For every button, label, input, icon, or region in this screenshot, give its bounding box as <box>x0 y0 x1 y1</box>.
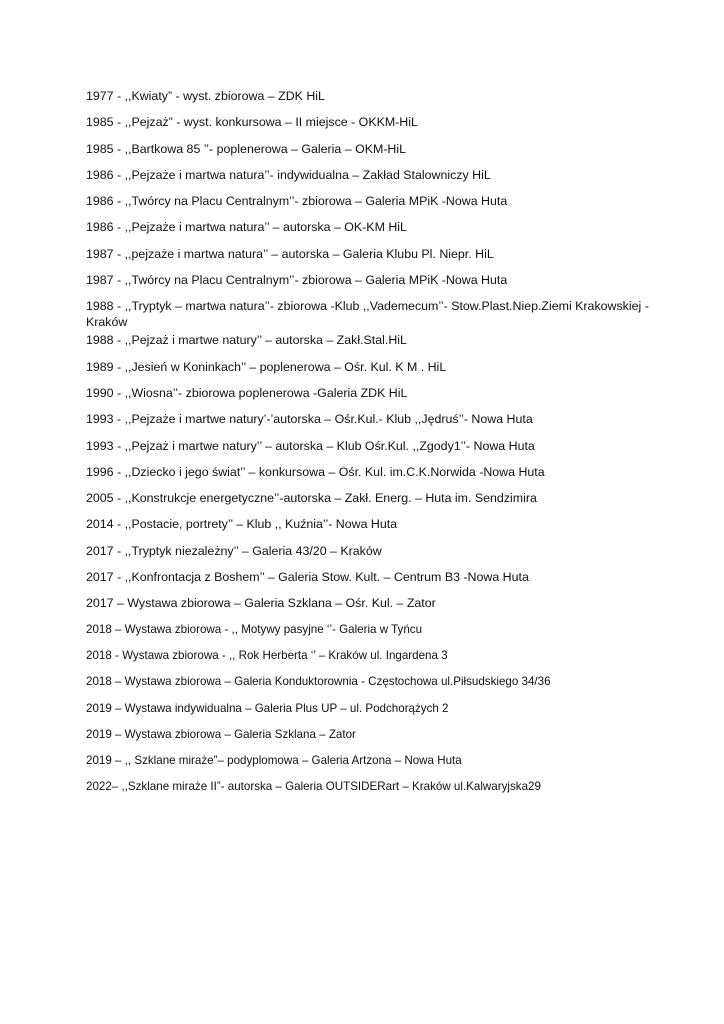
list-item: 2019 – Wystawa zbiorowa – Galeria Szklana – Zator <box>86 727 356 741</box>
list-item: 1993 - ,,Pejzaż i martwe natury’’ – autorska – Klub Ośr.Kul. ,,Zgody1’’- Nowa Huta <box>86 438 535 453</box>
list-item: 2018 – Wystawa zbiorowa – Galeria Konduktorownia - Częstochowa ul.Piłsudskiego 34/36 <box>86 675 551 689</box>
list-item: 1988 - ,,Pejzaż i martwe natury’’ – autorska – Zakł.Stal.HiL <box>86 333 407 348</box>
exhibition-list <box>86 88 686 806</box>
list-item: 1987 - ,,Twórcy na Placu Centralnym’’- zbiorowa – Galeria MPiK -Nowa Huta <box>86 273 508 288</box>
list-item: 2019 – Wystawa indywidualna – Galeria Plus UP – ul. Podchorążych 2 <box>86 701 449 715</box>
list-item: 2014 - ,,Postacie, portrety’’ – Klub ,, Kuźnia’’- Nowa Huta <box>86 517 398 532</box>
list-item: 2018 - Wystawa zbiorowa - ,, Rok Herberta ‘’ – Kraków ul. Ingardena 3 <box>86 648 448 662</box>
list-item: 2022– ,,Szklane miraże II”- autorska – Galeria OUTSIDERart – Kraków ul.Kalwaryjska29 <box>86 780 541 794</box>
list-item: 2005 - ,,Konstrukcje energetyczne’’-autorska – Zakł. Energ. – Huta im. Sendzimira <box>86 491 537 506</box>
list-item: 2017 - ,,Konfrontacja z Boshem’’ – Galeria Stow. Kult. – Centrum B3 -Nowa Huta <box>86 570 529 585</box>
list-item: 1986 - ,,Twórcy na Placu Centralnym’’- zbiorowa – Galeria MPiK -Nowa Huta <box>86 194 508 209</box>
list-item: 1988 - ,,Tryptyk – martwa natura’’- zbiorowa -Klub ,,Vademecum’’- Stow.Plast.Niep.Ziemi Krakowskiej - Kraków <box>86 299 649 330</box>
list-item: 1990 - ,,Wiosna’’- zbiorowa poplenerowa -Galeria ZDK HiL <box>86 385 408 400</box>
list-item: 2017 - ,,Tryptyk niezależny’’ – Galeria 43/20 – Kraków <box>86 543 382 558</box>
list-item: 1985 - ,,Bartkowa 85 ’’- poplenerowa – Galeria – OKM-HiL <box>86 141 407 156</box>
list-item: 1986 - ,,Pejzaże i martwa natura’’- indywidualna – Zakład Stalowniczy HiL <box>86 167 491 182</box>
list-item: 1996 - ,,Dziecko i jego świat’’ – konkursowa – Ośr. Kul. im.C.K.Norwida -Nowa Huta <box>86 464 545 479</box>
list-item: 1977 - ,,Kwiaty” - wyst. zbiorowa – ZDK HiL <box>86 89 325 103</box>
list-item: 2017 – Wystawa zbiorowa – Galeria Szklana – Ośr. Kul. – Zator <box>86 596 436 611</box>
list-item: 2018 – Wystawa zbiorowa - ,, Motywy pasyjne ‘’- Galeria w Tyńcu <box>86 622 423 636</box>
list-item: 1993 - ,,Pejzaże i martwe natury’-’autorska – Ośr.Kul.- Klub ,,Jędruś’’- Nowa Huta <box>86 412 533 427</box>
list-item: 1986 - ,,Pejzaże i martwa natura’’ – autorska – OK-KM HiL <box>86 220 407 235</box>
list-item: 1987 - ,,pejzaże i martwa natura’’ – autorska – Galeria Klubu Pl. Niepr. HiL <box>86 246 494 261</box>
list-item: 1989 - ,,Jesień w Koninkach’’ – poplenerowa – Ośr. Kul. K M . HiL <box>86 359 447 374</box>
list-item: 1985 - ,,Pejzaż” - wyst. konkursowa – II miejsce - OKKM-HiL <box>86 115 418 130</box>
list-item: 2019 – ,, Szklane miraże”– podyplomowa – Galeria Artzona – Nowa Huta <box>86 754 462 768</box>
